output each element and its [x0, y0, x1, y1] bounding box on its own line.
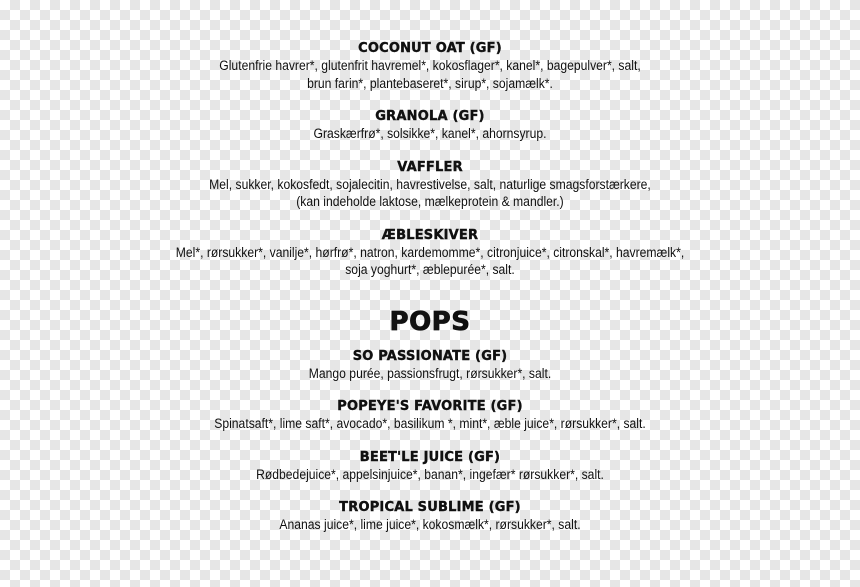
item-description: Spinatsaft*, lime saft*, avocado*, basilikum *, mint*, æble juice*, rørsukker*, salt.: [214, 416, 646, 431]
item-title: GRANOLA (GF): [375, 109, 485, 124]
item-description: Mel*, rørsukker*, vanilje*, hørfrø*, natron, kardemomme*, citronjuice*, citronskal*, havremælk*,: [175, 244, 685, 260]
item-description: soja yoghurt*, æblepurée*, salt.: [345, 262, 515, 277]
menu-item-popeyes-favorite: [0, 399, 860, 433]
item-description: Rødbedejuice*, appelsinjuice*, banan*, ingefær* rørsukker*, salt.: [256, 466, 604, 482]
item-description: Ananas juice*, lime juice*, kokosmælk*, rørsukker*, salt.: [279, 517, 581, 532]
menu-item-aebleskiver: [0, 228, 860, 279]
item-title: POPEYE'S FAVORITE (GF): [337, 399, 523, 414]
item-title: SO PASSIONATE (GF): [352, 348, 508, 364]
item-title: BEET'LE JUICE (GF): [359, 449, 501, 465]
menu-item-granola: [0, 109, 860, 143]
item-description: Mel, sukker, kokosfedt, sojalecitin, havrestivelse, salt, naturlige smagsforstærkere,: [209, 176, 651, 192]
item-description: brun farin*, plantebaseret*, sirup*, sojamælk*.: [307, 75, 553, 91]
menu-item-tropical-sublime: [0, 500, 860, 534]
item-description: (kan indeholde laktose, mælkeprotein & mandler.): [296, 194, 564, 209]
item-title: ÆBLESKIVER: [381, 227, 479, 243]
item-description: Mango purée, passionsfrugt, rørsukker*, salt.: [308, 365, 552, 381]
item-title: VAFFLER: [397, 159, 463, 175]
menu-item-vaffler: [0, 160, 860, 211]
menu-item-so-passionate: [0, 349, 860, 383]
item-title: TROPICAL SUBLIME (GF): [339, 500, 521, 515]
item-description: Graskærfrø*, solsikke*, kanel*, ahornsyrup.: [313, 126, 547, 141]
menu-item-coconut-oat: [0, 41, 860, 92]
menu-item-beetle-juice: [0, 450, 860, 484]
item-title: COCONUT OAT (GF): [358, 41, 502, 56]
section-title-pops: POPS: [389, 306, 471, 337]
item-description: Glutenfrie havrer*, glutenfrit havremel*, kokosflager*, kanel*, bagepulver*, salt,: [219, 58, 641, 73]
